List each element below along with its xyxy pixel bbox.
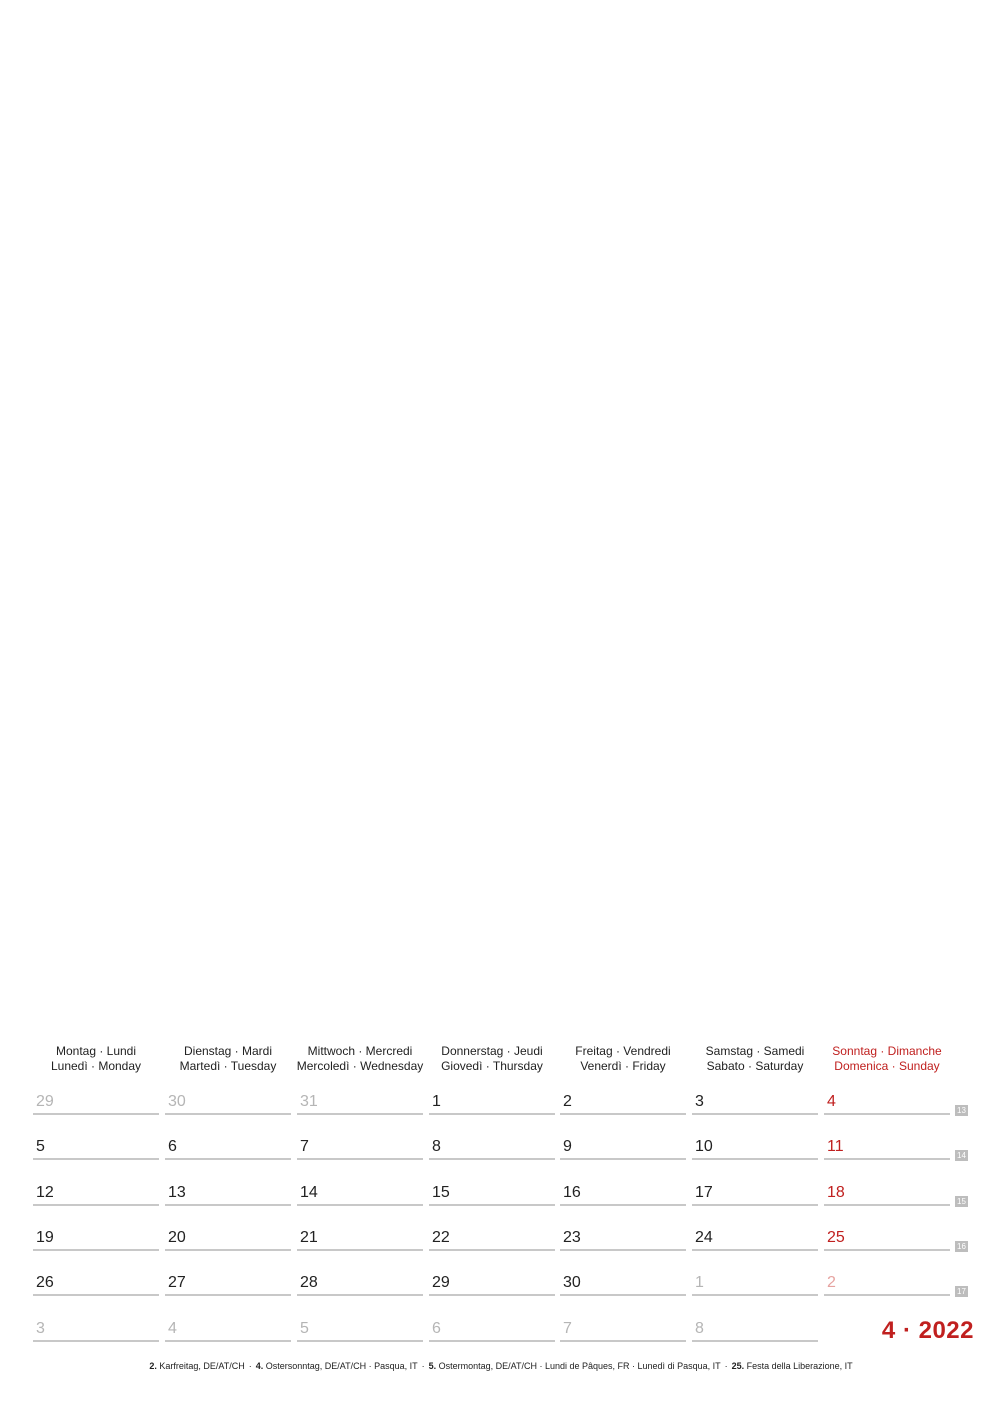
day-number: 18 (827, 1184, 845, 1201)
weekday-label-line2: Giovedì · Thursday (441, 1059, 543, 1073)
day-number: 14 (300, 1184, 318, 1201)
day-number: 16 (563, 1184, 581, 1201)
weekday-header (295, 1044, 425, 1074)
day-number: 31 (300, 1093, 318, 1110)
day-number: 8 (432, 1138, 441, 1155)
day-number: 25 (827, 1229, 845, 1246)
day-number: 2 (563, 1093, 572, 1110)
holiday-day: 2. (149, 1361, 157, 1371)
day-number: 22 (432, 1229, 450, 1246)
weekday-header (690, 1044, 820, 1074)
separator: · (421, 1361, 425, 1371)
day-cell[interactable] (429, 1091, 555, 1115)
holiday-day: 5. (428, 1361, 437, 1371)
weekday-label-line2: Domenica · Sunday (834, 1059, 940, 1073)
day-cell[interactable] (560, 1227, 686, 1251)
day-number: 15 (432, 1184, 450, 1201)
day-number: 17 (695, 1184, 713, 1201)
weekday-header (427, 1044, 557, 1074)
weekday-label-line1: Donnerstag · Jeudi (441, 1044, 543, 1058)
day-number: 21 (300, 1229, 318, 1246)
day-cell[interactable] (429, 1227, 555, 1251)
day-cell[interactable] (429, 1272, 555, 1296)
separator: · (248, 1361, 252, 1371)
day-cell[interactable] (165, 1272, 291, 1296)
day-cell[interactable] (560, 1318, 686, 1342)
day-number: 3 (36, 1320, 45, 1337)
day-number: 1 (695, 1274, 704, 1291)
day-number: 19 (36, 1229, 54, 1246)
day-cell[interactable] (692, 1227, 818, 1251)
holiday-text: Ostersonntag, DE/AT/CH · Pasqua, IT (263, 1361, 418, 1371)
holiday-day: 25. (731, 1361, 745, 1371)
day-number: 6 (168, 1138, 177, 1155)
day-number: 10 (695, 1138, 713, 1155)
weekday-label-line2: Mercoledì · Wednesday (296, 1059, 424, 1073)
day-number: 30 (563, 1274, 581, 1291)
day-cell[interactable] (692, 1136, 818, 1160)
day-number: 26 (36, 1274, 54, 1291)
weekday-label-line1: Dienstag · Mardi (183, 1044, 273, 1058)
day-cell[interactable] (297, 1318, 423, 1342)
day-cell[interactable] (297, 1227, 423, 1251)
day-number: 7 (300, 1138, 309, 1155)
weekday-header (163, 1044, 293, 1074)
week-number-badge: 17 (955, 1286, 968, 1297)
weekday-header (31, 1044, 161, 1074)
day-number: 30 (168, 1093, 186, 1110)
day-cell[interactable] (165, 1136, 291, 1160)
holiday-text: Festa della Liberazione, IT (744, 1361, 853, 1371)
day-cell[interactable] (297, 1091, 423, 1115)
day-cell[interactable] (33, 1091, 159, 1115)
weekday-label-line1: Freitag · Vendredi (575, 1044, 671, 1058)
day-cell[interactable] (165, 1318, 291, 1342)
day-cell[interactable] (692, 1091, 818, 1115)
weekday-label-line1: Montag · Lundi (55, 1044, 137, 1058)
holiday-note (429, 1361, 721, 1371)
day-cell[interactable] (692, 1182, 818, 1206)
day-number: 27 (168, 1274, 186, 1291)
day-cell[interactable] (165, 1182, 291, 1206)
holiday-footnotes (0, 1360, 1002, 1372)
week-number-badge: 15 (955, 1196, 968, 1207)
day-number: 11 (827, 1138, 844, 1155)
day-cell[interactable] (297, 1272, 423, 1296)
day-cell[interactable] (297, 1136, 423, 1160)
day-number: 29 (432, 1274, 450, 1291)
day-number: 5 (36, 1138, 45, 1155)
day-cell[interactable] (429, 1318, 555, 1342)
week-number-badge: 14 (955, 1150, 968, 1161)
day-number: 12 (36, 1184, 54, 1201)
weekday-label-line2: Martedì · Tuesday (179, 1059, 277, 1073)
day-number: 23 (563, 1229, 581, 1246)
day-number: 9 (563, 1138, 572, 1155)
day-number: 4 (168, 1320, 177, 1337)
holiday-note (256, 1361, 418, 1371)
week-number-badge: 13 (955, 1105, 968, 1116)
day-cell[interactable] (165, 1091, 291, 1115)
day-cell[interactable] (33, 1136, 159, 1160)
day-cell[interactable] (33, 1272, 159, 1296)
day-cell[interactable] (692, 1272, 818, 1296)
day-cell[interactable] (429, 1182, 555, 1206)
day-number: 24 (695, 1229, 713, 1246)
weekday-header (822, 1044, 952, 1074)
day-number: 20 (168, 1229, 186, 1246)
day-number: 7 (563, 1320, 572, 1337)
weekday-label-line2: Lunedì · Monday (50, 1059, 142, 1073)
day-cell[interactable] (33, 1182, 159, 1206)
day-cell[interactable] (560, 1182, 686, 1206)
day-cell[interactable] (824, 1091, 950, 1115)
day-cell[interactable] (165, 1227, 291, 1251)
day-cell[interactable] (824, 1272, 950, 1296)
weekday-label-line1: Sonntag · Dimanche (832, 1044, 942, 1058)
day-cell[interactable] (33, 1227, 159, 1251)
weekday-label-line2: Sabato · Saturday (706, 1059, 804, 1073)
separator: · (724, 1361, 728, 1371)
holiday-note (149, 1361, 244, 1371)
day-number: 2 (827, 1274, 836, 1291)
day-cell[interactable] (824, 1227, 950, 1251)
week-number-badge: 16 (955, 1241, 968, 1252)
holiday-text: Karfreitag, DE/AT/CH (156, 1361, 245, 1371)
day-cell[interactable] (560, 1272, 686, 1296)
holiday-text: Ostermontag, DE/AT/CH · Lundi de Pâques, FR · Lunedì di Pasqua, IT (436, 1361, 721, 1371)
day-number: 8 (695, 1320, 704, 1337)
day-cell[interactable] (824, 1182, 950, 1206)
holiday-day: 4. (255, 1361, 264, 1371)
weekday-header (558, 1044, 688, 1074)
day-cell[interactable] (560, 1091, 686, 1115)
day-number: 1 (432, 1093, 441, 1110)
day-number: 28 (300, 1274, 318, 1291)
weekday-label-line1: Samstag · Samedi (705, 1044, 805, 1058)
day-number: 13 (168, 1184, 186, 1201)
day-cell[interactable] (429, 1136, 555, 1160)
day-number: 6 (432, 1320, 441, 1337)
day-cell[interactable] (560, 1136, 686, 1160)
day-cell[interactable] (33, 1318, 159, 1342)
day-cell[interactable] (692, 1318, 818, 1342)
day-cell[interactable] (824, 1136, 950, 1160)
day-number: 29 (36, 1093, 54, 1110)
day-number: 3 (695, 1093, 704, 1110)
weekday-label-line2: Venerdì · Friday (580, 1059, 666, 1073)
month-title: 4 · 2022 (881, 1317, 974, 1344)
day-number: 5 (300, 1320, 309, 1337)
day-cell[interactable] (297, 1182, 423, 1206)
weekday-label-line1: Mittwoch · Mercredi (307, 1044, 413, 1058)
day-number: 4 (827, 1093, 836, 1110)
holiday-note (732, 1361, 853, 1371)
